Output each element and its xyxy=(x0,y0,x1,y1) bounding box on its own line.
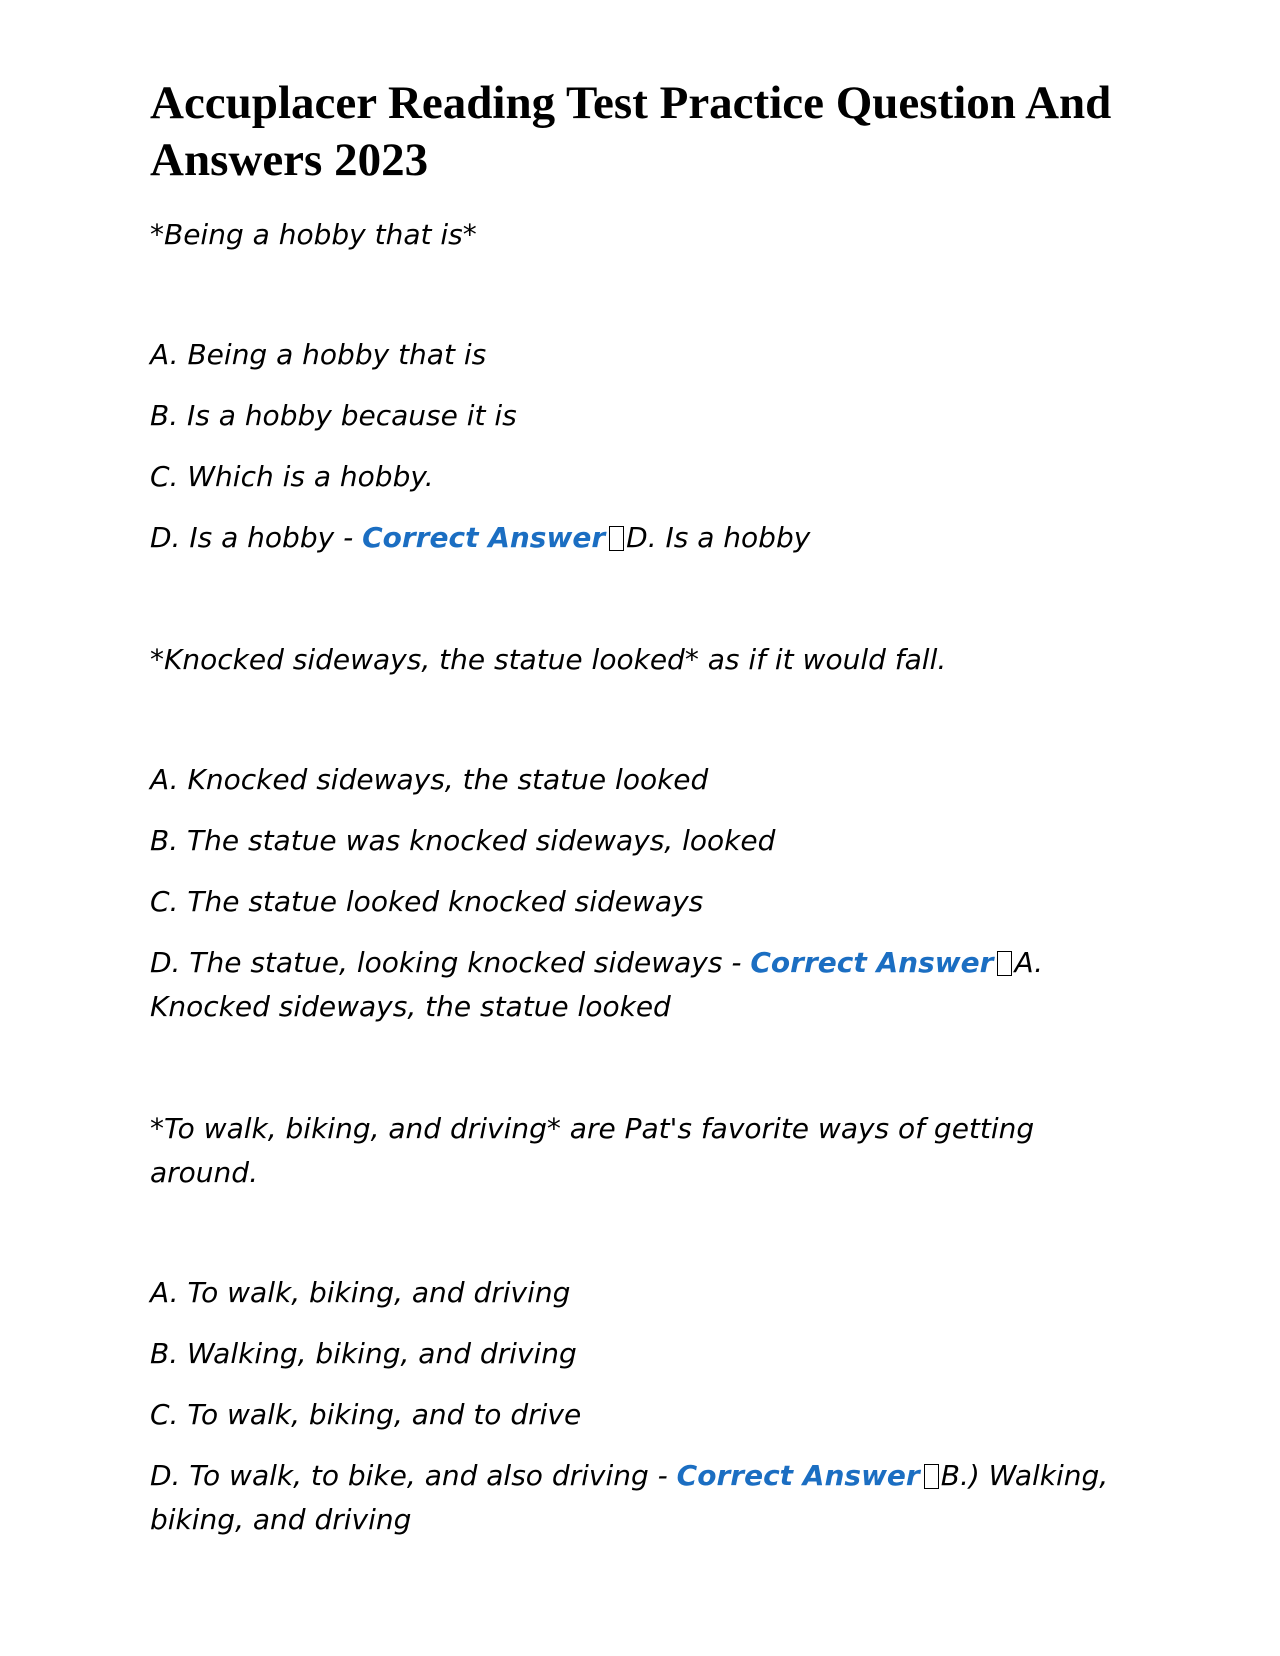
question-stem: *Knocked sideways, the statue looked* as if it would fall. xyxy=(150,643,947,676)
option-c: C. The statue looked knocked sideways xyxy=(150,885,704,918)
option-b: B. Is a hobby because it is xyxy=(150,399,517,432)
correct-answer-label: Correct Answer xyxy=(750,946,994,979)
option-c: C. To walk, biking, and to drive xyxy=(150,1398,582,1431)
option-b: B. The statue was knocked sideways, looked xyxy=(150,824,776,857)
option-d-with-answer xyxy=(150,941,1140,1029)
separator: - xyxy=(722,946,751,979)
separator: - xyxy=(648,1459,677,1492)
option-d: D. The statue, looking knocked sideways xyxy=(150,946,723,979)
question-block xyxy=(150,1107,1140,1542)
document-title: Accuplacer Reading Test Practice Question And Answers 2023 xyxy=(150,77,1112,186)
question-stem: *Being a hobby that is* xyxy=(150,218,477,251)
question-block xyxy=(150,213,1140,560)
missing-glyph-box-icon xyxy=(609,526,624,551)
missing-glyph-box-icon xyxy=(924,1464,939,1489)
option-a: A. Knocked sideways, the statue looked xyxy=(150,763,709,796)
option-d-with-answer xyxy=(150,1454,1140,1542)
option-d: D. To walk, to bike, and also driving xyxy=(150,1459,649,1492)
option-a: A. To walk, biking, and driving xyxy=(150,1276,571,1309)
answer-text: D. Is a hobby xyxy=(626,521,811,554)
option-c: C. Which is a hobby. xyxy=(150,460,434,493)
separator: - xyxy=(334,521,363,554)
missing-glyph-box-icon xyxy=(997,951,1012,976)
option-b: B. Walking, biking, and driving xyxy=(150,1337,577,1370)
option-a: A. Being a hobby that is xyxy=(150,338,487,371)
option-d: D. Is a hobby xyxy=(150,521,335,554)
question-stem: *To walk, biking, and driving* are Pat's favorite ways of getting around. xyxy=(150,1112,1035,1189)
document-page xyxy=(150,75,1140,1542)
answer-text: B.) Walking, biking, and driving xyxy=(150,1459,1109,1536)
question-block xyxy=(150,638,1140,1029)
option-d-with-answer xyxy=(150,516,1140,560)
correct-answer-label: Correct Answer xyxy=(362,521,606,554)
answer-text: A. Knocked sideways, the statue looked xyxy=(150,946,1044,1023)
correct-answer-label: Correct Answer xyxy=(676,1459,920,1492)
